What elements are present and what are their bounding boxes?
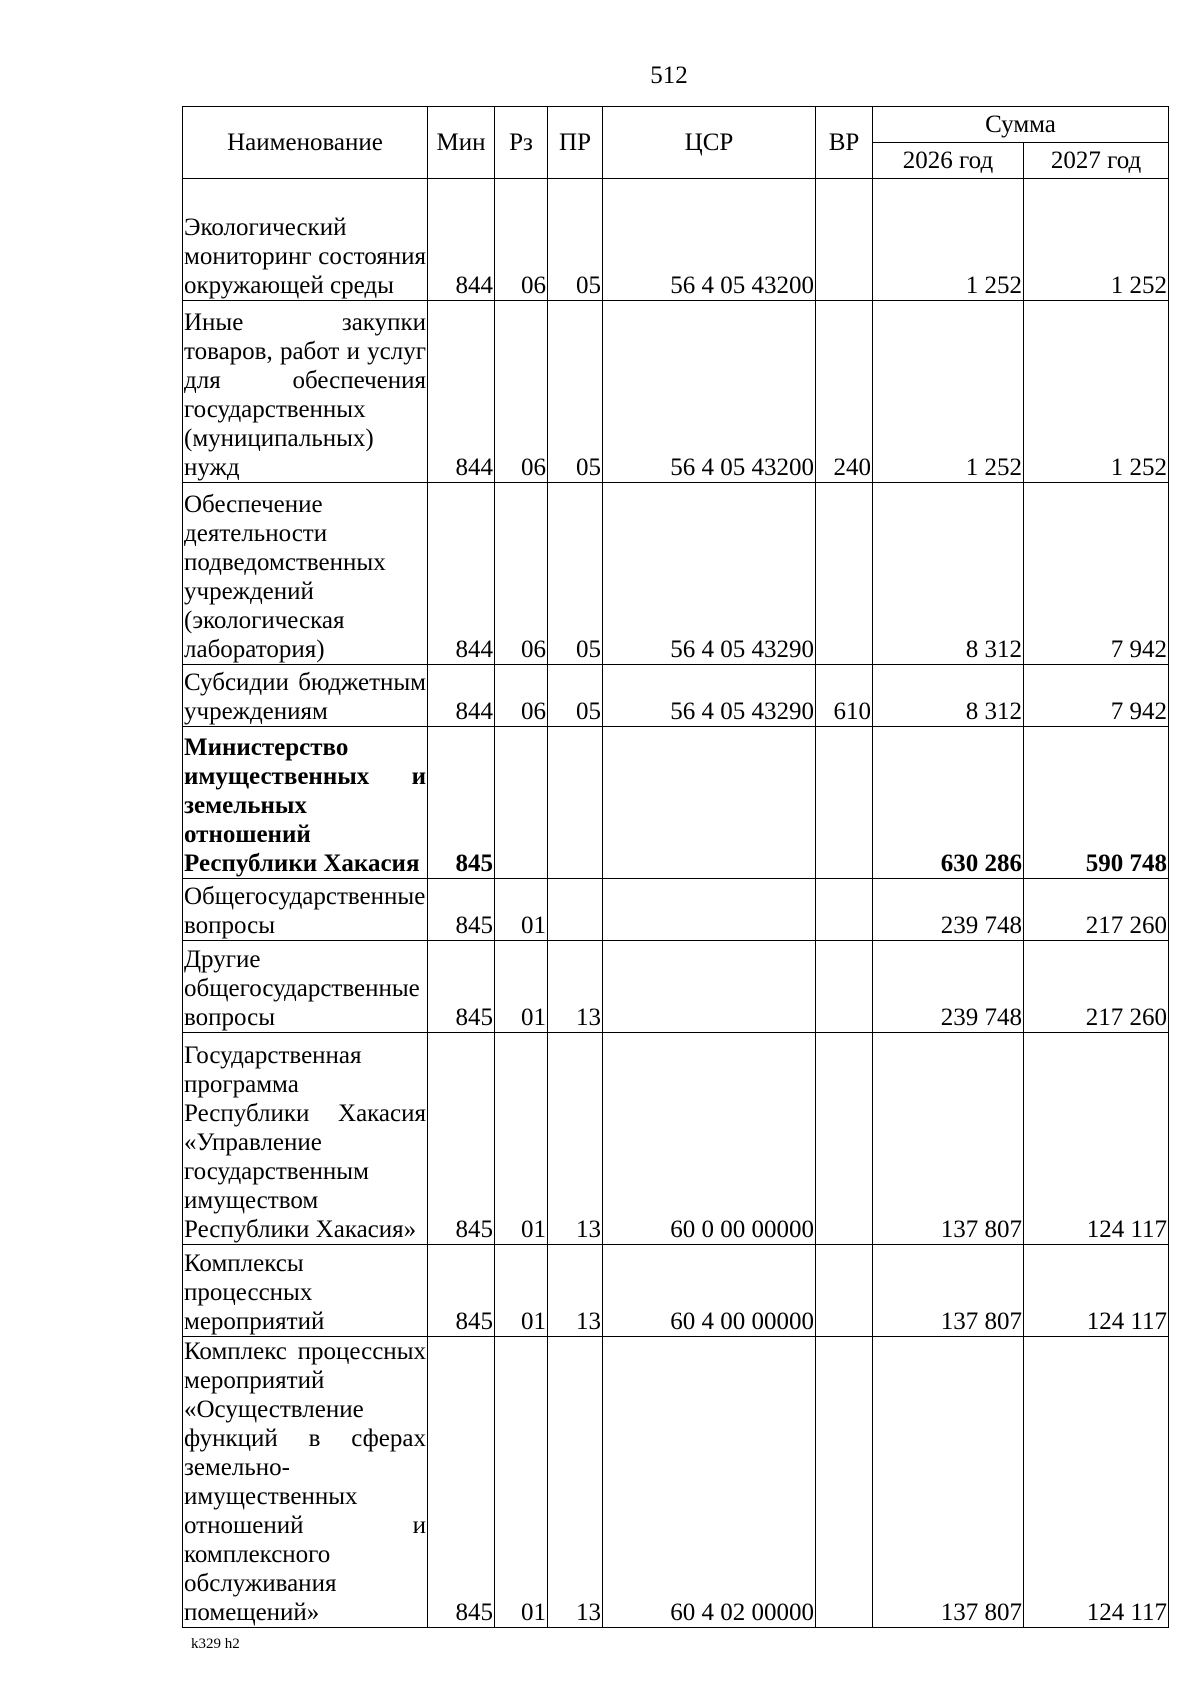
- header-year-2026: 2026 год: [873, 143, 1024, 179]
- cell-name: Другие общегосударственные вопросы: [183, 941, 428, 1033]
- table-row: [183, 301, 1169, 483]
- cell-pr: 05: [548, 665, 603, 727]
- page-number: 512: [650, 62, 688, 89]
- cell-csr: 56 4 05 43200: [603, 301, 816, 483]
- cell-rz: 06: [495, 301, 548, 483]
- cell-rz: 06: [495, 665, 548, 727]
- cell-csr: 60 0 00 00000: [603, 1033, 816, 1245]
- cell-min: 844: [428, 179, 495, 301]
- cell-amount-2026: 137 807: [873, 1337, 1024, 1628]
- cell-amount-2026: 137 807: [873, 1033, 1024, 1245]
- cell-pr: 05: [548, 301, 603, 483]
- cell-amount-2026: 239 748: [873, 879, 1024, 941]
- cell-vr: [816, 941, 873, 1033]
- cell-pr: 05: [548, 483, 603, 665]
- cell-vr: [816, 1033, 873, 1245]
- cell-amount-2027: 1 252: [1024, 301, 1169, 483]
- cell-min: 845: [428, 727, 495, 879]
- cell-csr: 60 4 02 00000: [603, 1337, 816, 1628]
- table-row: [183, 941, 1169, 1033]
- cell-min: 845: [428, 1033, 495, 1245]
- table-row: [183, 483, 1169, 665]
- cell-name: Комплекс процессных мероприятий «Осуществление функций в сферах земельно-имущественных отношений и комплексного обслуживания помещений»: [184, 1338, 426, 1626]
- cell-amount-2027: 7 942: [1024, 665, 1169, 727]
- cell-amount-2026: 8 312: [873, 665, 1024, 727]
- cell-min: 844: [428, 301, 495, 483]
- table-row: [183, 727, 1169, 879]
- header-pr: ПР: [548, 107, 603, 179]
- table-row: [183, 665, 1169, 727]
- cell-csr: 60 4 00 00000: [603, 1245, 816, 1337]
- cell-vr: [816, 483, 873, 665]
- cell-name: Государственная программа Республики Хакасия «Управление государственным имуществом Республики Хакасия»: [183, 1033, 428, 1245]
- cell-amount-2027: 124 117: [1024, 1245, 1169, 1337]
- cell-amount-2026: 1 252: [873, 179, 1024, 301]
- cell-pr: 13: [548, 1245, 603, 1337]
- cell-min: 845: [428, 879, 495, 941]
- cell-amount-2027: 1 252: [1024, 179, 1169, 301]
- footer-code: k329 h2: [191, 1636, 240, 1652]
- cell-csr: 56 4 05 43290: [603, 665, 816, 727]
- cell-rz: 01: [495, 1033, 548, 1245]
- cell-amount-2026: 8 312: [873, 483, 1024, 665]
- header-vr: ВР: [816, 107, 873, 179]
- cell-vr: [816, 879, 873, 941]
- cell-name: Субсидии бюджетным учреждениям: [183, 665, 428, 727]
- cell-amount-2027: 590 748: [1024, 727, 1169, 879]
- cell-amount-2026: 630 286: [873, 727, 1024, 879]
- cell-name: Министерство имущественных и земельных отношений Республики Хакасия: [183, 727, 428, 879]
- table-row: [183, 179, 1169, 301]
- header-rz: Рз: [495, 107, 548, 179]
- cell-name: Иные закупки товаров, работ и услуг для обеспечения государственных (муниципальных) нужд: [183, 301, 428, 483]
- cell-vr: 610: [816, 665, 873, 727]
- cell-csr: [603, 727, 816, 879]
- cell-pr: 13: [548, 1337, 603, 1628]
- cell-rz: 01: [495, 1337, 548, 1628]
- header-year-2027: 2027 год: [1024, 143, 1169, 179]
- table-row: [183, 1337, 1169, 1628]
- cell-min: 845: [428, 1245, 495, 1337]
- cell-min: 844: [428, 665, 495, 727]
- cell-name: Обеспечение деятельности подведомственных учреждений (экологическая лаборатория): [183, 483, 428, 665]
- cell-vr: [816, 1245, 873, 1337]
- cell-vr: 240: [816, 301, 873, 483]
- cell-csr: [603, 941, 816, 1033]
- cell-min: 844: [428, 483, 495, 665]
- cell-rz: [495, 727, 548, 879]
- cell-rz: 01: [495, 941, 548, 1033]
- cell-amount-2027: 124 117: [1024, 1033, 1169, 1245]
- cell-vr: [816, 179, 873, 301]
- cell-min: 845: [428, 941, 495, 1033]
- table-row: [183, 1245, 1169, 1337]
- cell-min: 845: [428, 1337, 495, 1628]
- cell-vr: [816, 727, 873, 879]
- cell-vr: [816, 1337, 873, 1628]
- cell-name: Комплексы процессных мероприятий: [183, 1245, 428, 1337]
- cell-pr: 05: [548, 179, 603, 301]
- cell-csr: 56 4 05 43200: [603, 179, 816, 301]
- cell-amount-2026: 137 807: [873, 1245, 1024, 1337]
- header-sum: Сумма: [873, 107, 1169, 143]
- cell-csr: [603, 879, 816, 941]
- cell-rz: 01: [495, 1245, 548, 1337]
- cell-rz: 06: [495, 179, 548, 301]
- cell-pr: [548, 879, 603, 941]
- budget-table: [182, 106, 1169, 1628]
- cell-rz: 06: [495, 483, 548, 665]
- cell-name: Экологический мониторинг состояния окружающей среды: [183, 179, 428, 301]
- cell-amount-2027: 217 260: [1024, 879, 1169, 941]
- cell-amount-2027: 124 117: [1024, 1337, 1169, 1628]
- header-name: Наименование: [183, 107, 428, 179]
- cell-amount-2027: 217 260: [1024, 941, 1169, 1033]
- table-header: [183, 107, 1169, 179]
- cell-pr: 13: [548, 1033, 603, 1245]
- cell-csr: 56 4 05 43290: [603, 483, 816, 665]
- cell-pr: [548, 727, 603, 879]
- table-row: [183, 879, 1169, 941]
- table-row: [183, 1033, 1169, 1245]
- cell-amount-2026: 239 748: [873, 941, 1024, 1033]
- cell-rz: 01: [495, 879, 548, 941]
- header-min: Мин: [428, 107, 495, 179]
- cell-pr: 13: [548, 941, 603, 1033]
- cell-amount-2026: 1 252: [873, 301, 1024, 483]
- cell-amount-2027: 7 942: [1024, 483, 1169, 665]
- cell-name: Общегосударственные вопросы: [183, 879, 428, 941]
- table-body: [183, 179, 1169, 1628]
- header-csr: ЦСР: [603, 107, 816, 179]
